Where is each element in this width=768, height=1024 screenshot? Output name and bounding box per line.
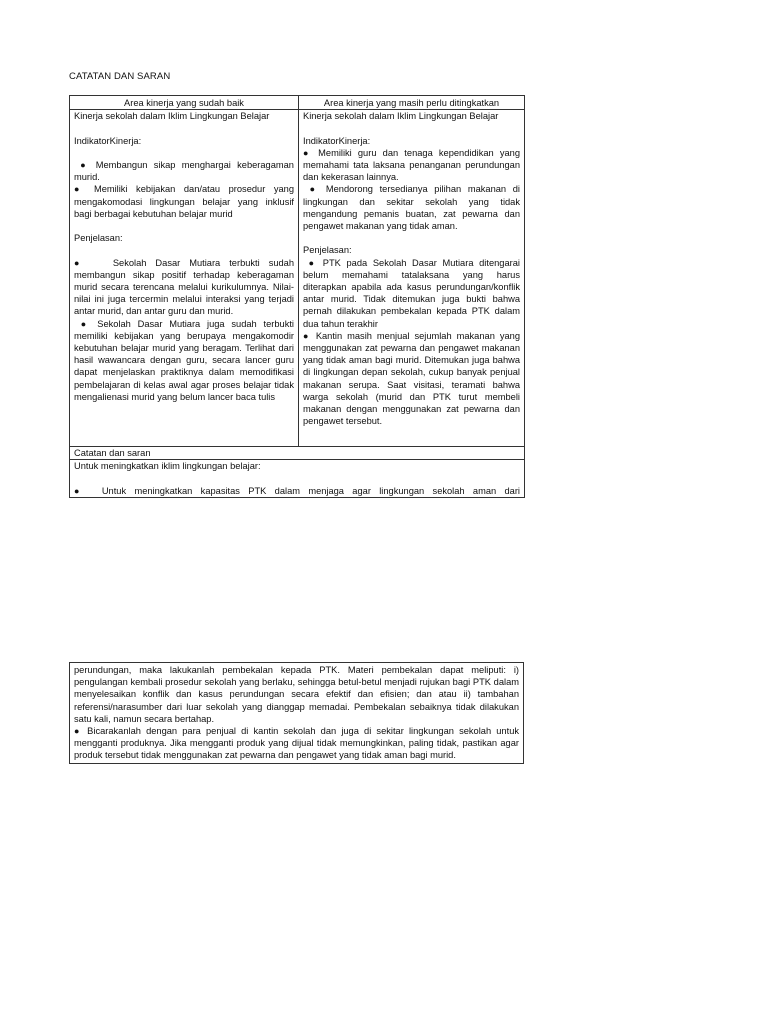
catatan-paragraph-1: perundungan, maka lakukanlah pembekalan kepada PTK. Materi pembekalan dapat meliputi: i) pengulangan kembali prosedur sekolah yang berlaku, sehingga betul-betul menjadi rujukan bagi PTK dalam menyelesaikan konflik dan kasus perundungan secara efektif dan efisien; dan atau ii) tambahan referensi/narasumber dari luar sekolah yang dianggap memadai. Pembekalan sebaiknya tidak dilakukan satu kali, namun secara bertahap. <box>74 665 519 724</box>
catatan-continuation-table <box>69 662 524 764</box>
bullet-icon: ● <box>80 159 90 170</box>
left-heading: Kinerja sekolah dalam Iklim Lingkungan Belajar <box>74 111 270 122</box>
evaluation-table <box>69 95 525 498</box>
right-penjelasan-item: ● Kantin masih menjual sejumlah makanan yang menggunakan zat pewarna dan pengawet makanan yang tidak aman bagi murid. Ditemukan juga bahwa di lingkungan depan sekolah, cukup banyak penjual makanan serupa. Saat visitasi, teramati bahwa warga sekolah (murid dan PTK turut membeli makanan dengan menggunakan zat pewarna dan pengawet tersebut. <box>303 330 520 427</box>
left-column-header: Area kinerja yang sudah baik <box>70 96 299 110</box>
bullet-icon: ● <box>309 184 320 195</box>
left-penjelasan-item: ● Sekolah Dasar Mutiara juga sudah terbukti memiliki kebijakan yang berupaya mengakomodir kebutuhan belajar murid yang beragam. Terlihat dari hasil wawancara dengan guru, secara lancer guru dapat menjelaskan praktiknya dalam memodifikasi pembelajaran di kelas awal agar proses belajar tidak mengalienasi murid yang belum lancer baca tulis <box>74 318 294 402</box>
catatan-continuation-cell <box>70 663 524 764</box>
bullet-icon: ● <box>74 485 86 496</box>
bullet-icon: ● <box>74 257 86 268</box>
bullet-icon: ● <box>80 318 91 329</box>
left-indikator-item: ● Memiliki kebijakan dan/atau prosedur yang mengakomodasi lingkungan belajar yang inklusif bagi berbagai kebutuhan belajar murid <box>74 184 294 219</box>
left-penjelasan-item: ● Sekolah Dasar Mutiara terbukti sudah membangun sikap positif terhadap keberagaman murid secara terencana melalui kurikulumnya. Nilai-nilai ini juga tercermin melalui interaksi yang terjadi antar murid, dan antar guru dan murid. <box>74 257 295 317</box>
left-penjelasan-label: Penjelasan: <box>74 233 123 244</box>
right-indikator-item: ● Memiliki guru dan tenaga kependidikan yang memahami tata laksana penanganan perundungan dan kekerasan lainnya. <box>303 147 520 183</box>
right-penjelasan-label: Penjelasan: <box>303 245 352 256</box>
catatan-first-line: ● Untuk meningkatkan kapasitas PTK dalam menjaga agar lingkungan sekolah aman dari <box>74 485 520 496</box>
left-indikator-item: ● Membangun sikap menghargai keberagaman murid. <box>74 159 294 183</box>
catatan-cell <box>70 460 525 497</box>
bullet-icon: ● <box>308 257 318 268</box>
catatan-intro: Untuk meningkatkan iklim lingkungan belajar: <box>74 461 261 472</box>
right-cell <box>299 110 525 447</box>
catatan-label: Catatan dan saran <box>70 447 525 460</box>
right-penjelasan-item: ● PTK pada Sekolah Dasar Mutiara ditengarai belum memahami tatalaksana yang harus diterapkan apabila ada kasus perundungan/konflik antar murid. Tidak ditemukan juga bukti bahwa pernah dilakukan pembekalan kepada PTK dalam dua tahun terakhir <box>303 257 520 329</box>
right-indikator-label: IndikatorKinerja: <box>303 135 371 146</box>
right-indikator-item: ● Mendorong tersedianya pilihan makanan di lingkungan dan sekitar sekolah yang tidak mengandung pemanis buatan, zat pewarna dan pengawet makanan yang tidak aman. <box>303 184 520 232</box>
left-cell <box>70 110 299 447</box>
right-column-header: Area kinerja yang masih perlu ditingkatkan <box>299 96 525 110</box>
right-heading: Kinerja sekolah dalam Iklim Lingkungan Belajar <box>303 111 499 122</box>
bullet-icon: ● <box>303 330 311 341</box>
bullet-icon: ● <box>74 726 83 737</box>
bullet-icon: ● <box>303 147 313 158</box>
left-indikator-label: IndikatorKinerja: <box>74 135 142 146</box>
catatan-paragraph-2: ● Bicarakanlah dengan para penjual di kantin sekolah dan juga di sekitar lingkungan sekolah untuk mengganti produknya. Jika mengganti produk yang dijual tidak memungkinkan, paling tidak, pastikan agar produk tersebut tidak menggunakan zat pewarna dan pengawet yang tidak aman bagi murid. <box>74 726 520 761</box>
bullet-icon: ● <box>74 184 86 195</box>
page-title: CATATAN DAN SARAN <box>69 71 171 82</box>
